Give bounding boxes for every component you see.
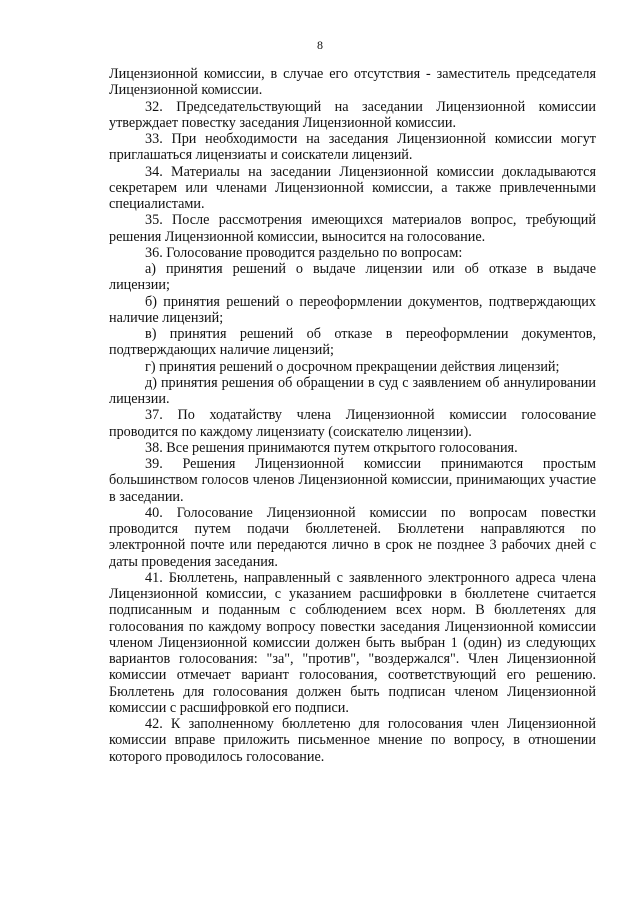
paragraph-36: 36. Голосование проводится раздельно по вопросам: (145, 244, 463, 261)
page-number: 8 (317, 38, 323, 52)
paragraph-36-item-b: б) принятия решений о переоформлении документов, подтверждающих наличие лицензий; (109, 293, 596, 326)
paragraph-36-item-v: в) принятия решений об отказе в переоформлении документов, подтверждающих наличие лицензий; (109, 326, 596, 359)
document-body (109, 66, 596, 765)
paragraph-31-continuation: Лицензионной комиссии, в случае его отсутствия - заместитель председателя Лицензионной комиссии. (109, 66, 596, 99)
paragraph-38: 38. Все решения принимаются путем открытого голосования. (145, 439, 518, 456)
paragraph-37: 37. По ходатайству члена Лицензионной комиссии голосование проводится по каждому лицензиату (соискателю лицензии). (109, 407, 596, 440)
paragraph-36-item-g: г) принятия решений о досрочном прекращении действия лицензий; (145, 358, 560, 375)
paragraph-41: 41. Бюллетень, направленный с заявленного электронного адреса члена Лицензионной комиссии, с указанием расшифровки в бюллетене считается подписанным и поданным с соблюдением всех норм. В бюллетенях для голосования по каждому вопросу повестки заседания Лицензионной комиссии членом Лицензионной комиссии должен быть выбран 1 (один) из следующих вариантов голосования: "за", "против", "воздержался". Член Лицензионной комиссии отмечает вариант голосования, соответствующий его решению. Бюллетень для голосования должен быть подписан членом Лицензионной комиссии с расшифровкой его подписи. (109, 569, 596, 716)
paragraph-40: 40. Голосование Лицензионной комиссии по вопросам повестки проводится путем подачи бюллетеней. Бюллетени направляются по электронной почте или передаются лично в срок не позднее 3 рабочих дней с даты проведения заседания. (109, 504, 596, 570)
paragraph-33: 33. При необходимости на заседания Лицензионной комиссии могут приглашаться лицензиаты и соискатели лицензий. (109, 131, 596, 164)
paragraph-39: 39. Решения Лицензионной комиссии принимаются простым большинством голосов членов Лицензионной комиссии, принимающих участие в заседании. (109, 456, 596, 505)
paragraph-35: 35. После рассмотрения имеющихся материалов вопрос, требующий решения Лицензионной комиссии, выносится на голосование. (109, 212, 596, 245)
paragraph-42: 42. К заполненному бюллетеню для голосования член Лицензионной комиссии вправе приложить письменное мнение по вопросу, в отношении которого проводилось голосование. (109, 716, 596, 765)
paragraph-36-item-d: д) принятия решения об обращении в суд с заявлением об аннулировании лицензии. (109, 374, 596, 407)
paragraph-36-item-a: а) принятия решений о выдаче лицензии или об отказе в выдаче лицензии; (109, 261, 596, 294)
paragraph-34: 34. Материалы на заседании Лицензионной комиссии докладываются секретарем или членами Лицензионной комиссии, а также привлеченными специалистами. (109, 163, 596, 212)
paragraph-32: 32. Председательствующий на заседании Лицензионной комиссии утверждает повестку заседания Лицензионной комиссии. (109, 98, 596, 131)
